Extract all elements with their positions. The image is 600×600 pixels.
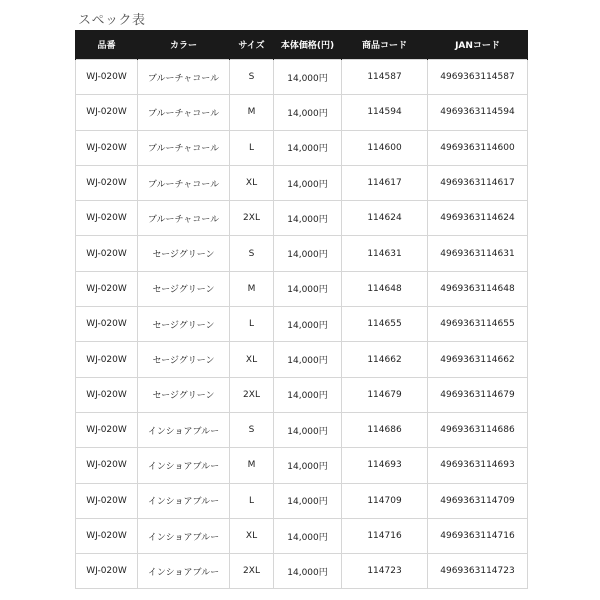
cell-product-code: 114662: [342, 342, 428, 377]
cell-product-number: WJ-020W: [76, 130, 138, 165]
header-product-code: 商品コード: [342, 30, 428, 60]
header-jan-code: JANコード: [428, 30, 528, 60]
table-row: [76, 95, 528, 130]
cell-jan-code: 4969363114617: [428, 165, 528, 200]
table-row: [76, 342, 528, 377]
cell-product-code: 114648: [342, 271, 428, 306]
spec-table: [75, 30, 528, 589]
cell-jan-code: 4969363114693: [428, 448, 528, 483]
cell-jan-code: 4969363114686: [428, 412, 528, 447]
cell-product-number: WJ-020W: [76, 60, 138, 95]
cell-product-code: 114624: [342, 201, 428, 236]
cell-product-number: WJ-020W: [76, 236, 138, 271]
header-color: カラー: [138, 30, 230, 60]
cell-product-number: WJ-020W: [76, 412, 138, 447]
cell-jan-code: 4969363114709: [428, 483, 528, 518]
table-row: [76, 377, 528, 412]
cell-size: 2XL: [230, 201, 274, 236]
cell-color: セージグリーン: [138, 271, 230, 306]
cell-jan-code: 4969363114624: [428, 201, 528, 236]
cell-product-code: 114709: [342, 483, 428, 518]
cell-product-number: WJ-020W: [76, 377, 138, 412]
cell-size: M: [230, 95, 274, 130]
header-size: サイズ: [230, 30, 274, 60]
table-row: [76, 518, 528, 553]
cell-price: 14,000円: [274, 271, 342, 306]
cell-size: XL: [230, 518, 274, 553]
cell-jan-code: 4969363114600: [428, 130, 528, 165]
cell-price: 14,000円: [274, 307, 342, 342]
cell-color: ブルーチャコール: [138, 130, 230, 165]
cell-product-code: 114587: [342, 60, 428, 95]
page-title: スペック表: [78, 13, 146, 28]
cell-jan-code: 4969363114662: [428, 342, 528, 377]
cell-price: 14,000円: [274, 554, 342, 589]
cell-size: 2XL: [230, 554, 274, 589]
table-row: [76, 271, 528, 306]
cell-product-code: 114686: [342, 412, 428, 447]
cell-jan-code: 4969363114716: [428, 518, 528, 553]
cell-size: M: [230, 448, 274, 483]
cell-jan-code: 4969363114655: [428, 307, 528, 342]
cell-color: セージグリーン: [138, 342, 230, 377]
cell-price: 14,000円: [274, 165, 342, 200]
table-row: [76, 412, 528, 447]
cell-product-number: WJ-020W: [76, 342, 138, 377]
cell-size: S: [230, 236, 274, 271]
table-row: [76, 130, 528, 165]
table-row: [76, 60, 528, 95]
cell-jan-code: 4969363114594: [428, 95, 528, 130]
cell-product-code: 114693: [342, 448, 428, 483]
cell-color: インショアブルー: [138, 483, 230, 518]
cell-product-code: 114600: [342, 130, 428, 165]
cell-product-code: 114655: [342, 307, 428, 342]
cell-color: ブルーチャコール: [138, 165, 230, 200]
table-row: [76, 201, 528, 236]
cell-product-code: 114679: [342, 377, 428, 412]
cell-price: 14,000円: [274, 60, 342, 95]
cell-product-number: WJ-020W: [76, 165, 138, 200]
cell-price: 14,000円: [274, 342, 342, 377]
cell-color: ブルーチャコール: [138, 60, 230, 95]
header-product-number: 品番: [76, 30, 138, 60]
table-row: [76, 554, 528, 589]
cell-product-number: WJ-020W: [76, 448, 138, 483]
cell-price: 14,000円: [274, 448, 342, 483]
cell-jan-code: 4969363114631: [428, 236, 528, 271]
cell-color: インショアブルー: [138, 412, 230, 447]
cell-price: 14,000円: [274, 236, 342, 271]
cell-product-number: WJ-020W: [76, 95, 138, 130]
cell-product-number: WJ-020W: [76, 271, 138, 306]
cell-jan-code: 4969363114587: [428, 60, 528, 95]
cell-size: L: [230, 130, 274, 165]
cell-size: XL: [230, 165, 274, 200]
cell-jan-code: 4969363114648: [428, 271, 528, 306]
cell-color: セージグリーン: [138, 236, 230, 271]
cell-product-number: WJ-020W: [76, 554, 138, 589]
cell-size: 2XL: [230, 377, 274, 412]
cell-color: セージグリーン: [138, 377, 230, 412]
cell-size: L: [230, 307, 274, 342]
table-row: [76, 307, 528, 342]
cell-product-code: 114617: [342, 165, 428, 200]
cell-size: L: [230, 483, 274, 518]
cell-size: S: [230, 60, 274, 95]
cell-jan-code: 4969363114679: [428, 377, 528, 412]
cell-product-number: WJ-020W: [76, 201, 138, 236]
cell-size: M: [230, 271, 274, 306]
table-header-row: [76, 30, 528, 60]
header-price: 本体価格(円): [274, 30, 342, 60]
cell-color: インショアブルー: [138, 448, 230, 483]
table-row: [76, 448, 528, 483]
cell-size: S: [230, 412, 274, 447]
cell-price: 14,000円: [274, 95, 342, 130]
table-row: [76, 165, 528, 200]
cell-color: インショアブルー: [138, 554, 230, 589]
cell-price: 14,000円: [274, 377, 342, 412]
cell-product-code: 114723: [342, 554, 428, 589]
cell-product-code: 114594: [342, 95, 428, 130]
cell-price: 14,000円: [274, 483, 342, 518]
table-row: [76, 483, 528, 518]
cell-price: 14,000円: [274, 201, 342, 236]
cell-product-number: WJ-020W: [76, 483, 138, 518]
cell-product-number: WJ-020W: [76, 518, 138, 553]
table-body: [76, 60, 528, 589]
cell-product-code: 114716: [342, 518, 428, 553]
table-row: [76, 236, 528, 271]
cell-price: 14,000円: [274, 130, 342, 165]
cell-jan-code: 4969363114723: [428, 554, 528, 589]
cell-color: ブルーチャコール: [138, 201, 230, 236]
cell-color: ブルーチャコール: [138, 95, 230, 130]
cell-color: セージグリーン: [138, 307, 230, 342]
cell-color: インショアブルー: [138, 518, 230, 553]
cell-price: 14,000円: [274, 412, 342, 447]
cell-price: 14,000円: [274, 518, 342, 553]
cell-size: XL: [230, 342, 274, 377]
cell-product-number: WJ-020W: [76, 307, 138, 342]
cell-product-code: 114631: [342, 236, 428, 271]
